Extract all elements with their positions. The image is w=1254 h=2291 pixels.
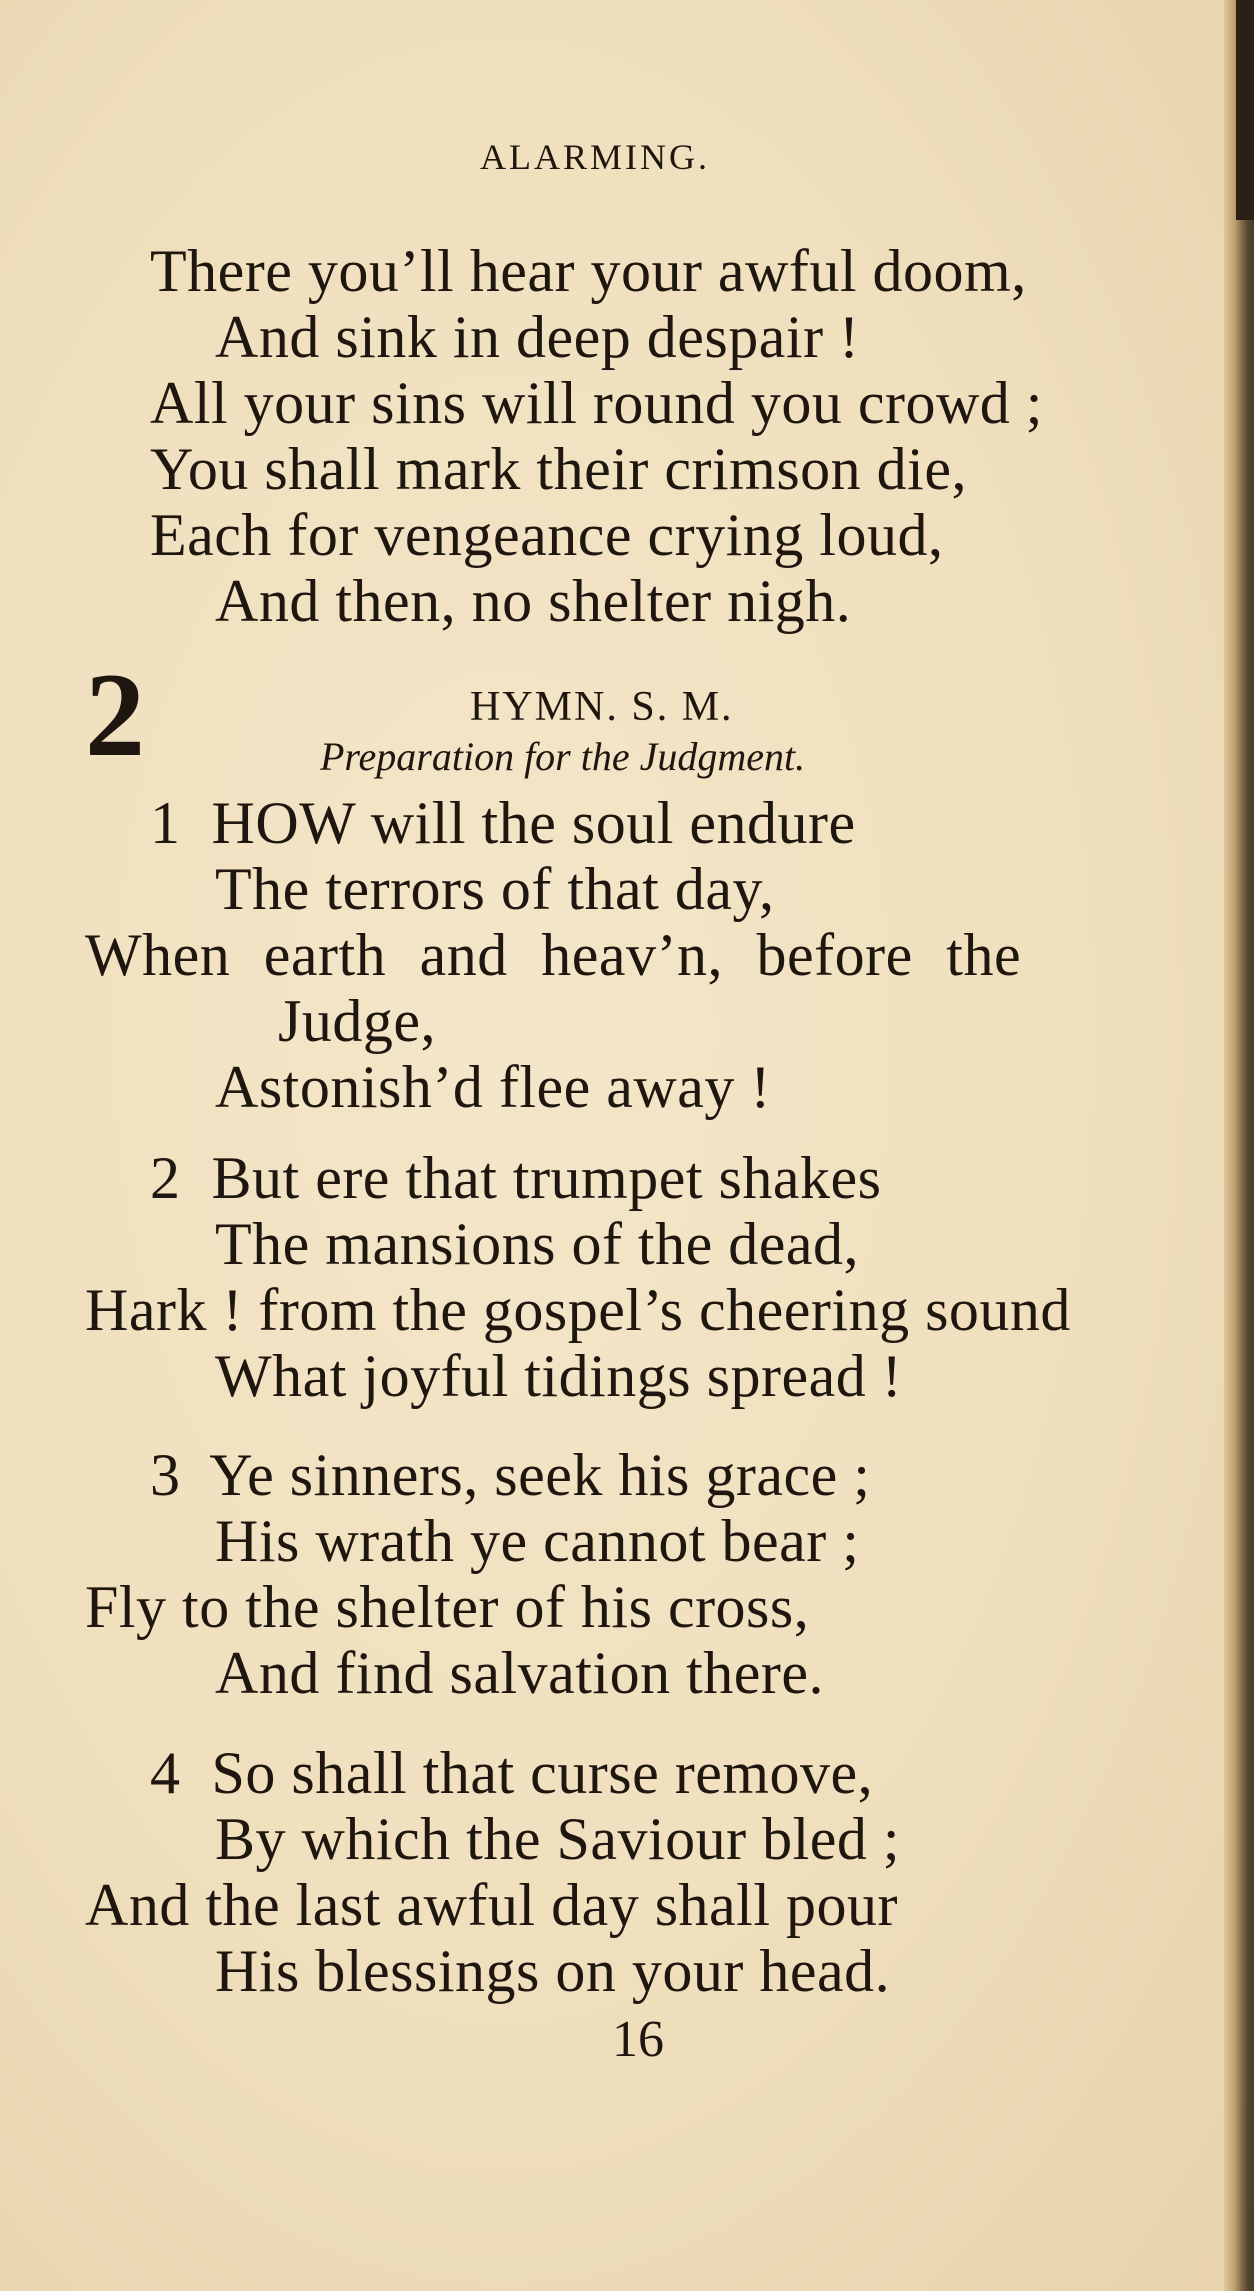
verse-line-text: But ere that trumpet shakes xyxy=(211,1145,882,1211)
verse-line: When earth and heav’n, before the xyxy=(85,922,1022,988)
hymn-number: 2 xyxy=(85,648,145,781)
verse-line: Hark ! from the gospel’s cheering sound xyxy=(85,1277,1071,1343)
verse-line-text: Ye sinners, seek his grace ; xyxy=(209,1442,871,1508)
verse-2-line-1 xyxy=(150,1145,881,1211)
prev-hymn-line: And sink in deep despair ! xyxy=(215,304,860,370)
verse-line-text: HOW will the soul endure xyxy=(211,790,856,856)
verse-3-line-1 xyxy=(150,1442,870,1508)
verse-line: His blessings on your head. xyxy=(215,1938,891,2004)
verse-line: Astonish’d flee away ! xyxy=(215,1054,771,1120)
verse-line: His wrath ye cannot bear ; xyxy=(215,1508,860,1574)
verse-number: 2 xyxy=(150,1145,181,1211)
hymn-subtitle: Preparation for the Judgment. xyxy=(320,734,806,779)
verse-line: Fly to the shelter of his cross, xyxy=(85,1574,810,1640)
page-number: 16 xyxy=(612,2011,664,2068)
verse-line: By which the Saviour bled ; xyxy=(215,1806,901,1872)
verse-line: Judge, xyxy=(278,988,436,1054)
verse-1-line-1 xyxy=(150,790,856,856)
book-spine-edge xyxy=(1224,0,1254,2291)
prev-hymn-line: All your sins will round you crowd ; xyxy=(150,370,1043,436)
prev-hymn-line: Each for vengeance crying loud, xyxy=(150,502,944,568)
book-binding-shadow xyxy=(1236,0,1254,220)
prev-hymn-line: There you’ll hear your awful doom, xyxy=(150,238,1027,304)
verse-line: What joyful tidings spread ! xyxy=(215,1343,903,1409)
prev-hymn-line: And then, no shelter nigh. xyxy=(215,568,852,634)
verse-line-text: So shall that curse remove, xyxy=(211,1740,874,1806)
verse-number: 1 xyxy=(150,790,181,856)
verse-line: And the last awful day shall pour xyxy=(85,1872,898,1938)
verse-line: And find salvation there. xyxy=(215,1640,825,1706)
verse-line: The terrors of that day, xyxy=(215,856,775,922)
hymn-title: HYMN. S. M. xyxy=(470,684,734,730)
verse-4-line-1 xyxy=(150,1740,873,1806)
prev-hymn-line: You shall mark their crimson die, xyxy=(150,436,967,502)
verse-number: 4 xyxy=(150,1740,181,1806)
verse-line: The mansions of the dead, xyxy=(215,1211,859,1277)
verse-number: 3 xyxy=(150,1442,181,1508)
running-head: ALARMING. xyxy=(480,137,710,177)
